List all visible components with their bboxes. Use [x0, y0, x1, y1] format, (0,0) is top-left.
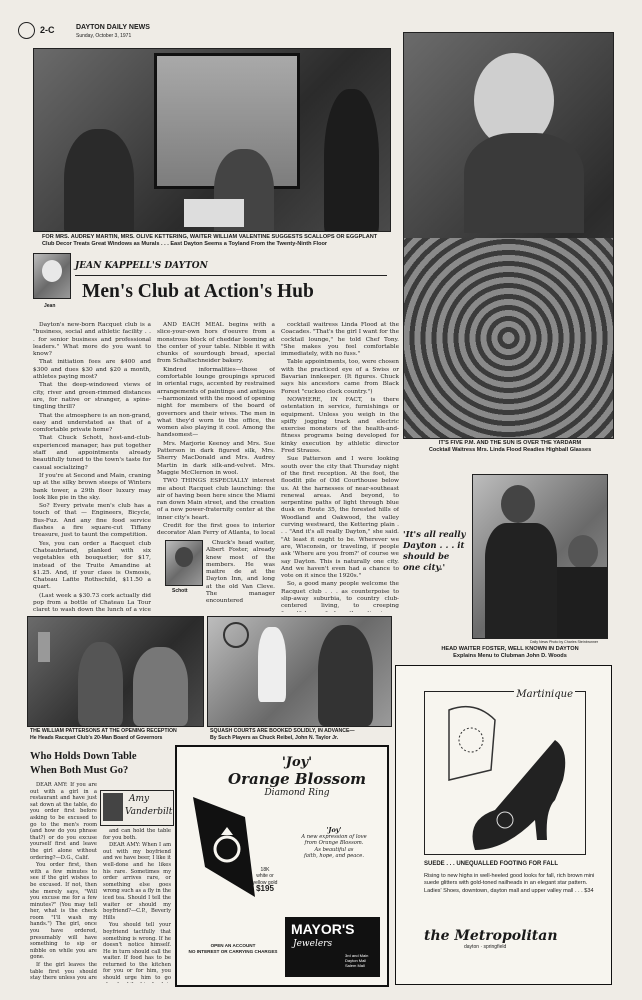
- waitress-photo-caption: IT'S FIVE P.M. AND THE SUN IS OVER THE YARDARM Cocktail Waitress Mrs. Linda Flood Readies Highball Glasses: [428, 440, 592, 453]
- newspaper-logo-icon: [18, 22, 35, 39]
- masthead: [18, 22, 398, 48]
- head-waiter-caption: HEAD WAITER FOSTER, WELL KNOWN IN DAYTON Explains Menu to Clubman John D. Woods: [441, 646, 579, 659]
- article-column-2-continued: Chuck's head waiter, Albert Foster, already knew most of the members. He was maitre de at the Dayton Inn, and long at the old Van Cleve. The manager encountered: [206, 540, 275, 605]
- amy-vanderbilt-box: [100, 790, 174, 826]
- byline-rule: [75, 275, 387, 276]
- amy-vanderbilt-photo: [103, 793, 123, 821]
- author-last-name: Vanderbilt: [125, 807, 173, 817]
- ad-brand: Martinique: [516, 689, 573, 700]
- columnist-photo-label: Jean: [44, 303, 56, 309]
- patterson-caption: THE WILLIAM PATTERSONS AT THE OPENING RECEPTION He Heads Racquet Club's 20-Man Board of Governors: [30, 728, 177, 741]
- advice-column-2: and can hold the table for you both. DEAR AMY: When I am out with my boyfriend and we have beer, I like it well-done and he likes his rare. Sometimes my order arrives rare, or something else goes wrong such as a fly in the iced tea. Should I tell the waiter or should my boyfriend?—C.P., Beverly Hills You should tell your boyfriend tactfully that something is wrong. If he doesn't notice himself. He in turn should call the waiter. If food has to be returned to the kitchen for you or for him, you should urge him to go: [103, 828, 171, 982]
- squash-caption: SQUASH COURTS ARE BOOKED SOLIDLY, IN ADVANCE— By Such Players as Chuck Reibel, John N. Taylor Jr.: [210, 728, 355, 741]
- orange-blossom-ad: [175, 745, 389, 987]
- column-byline: JEAN KAPPELL'S DAYTON: [75, 261, 208, 271]
- ring-offer: OPEN AN ACCOUNT NO INTEREST OR CARRYING CHARGES: [188, 943, 278, 954]
- shoe-ad-headline: SUEDE . . . UNEQUALLED FOOTING FOR FALL: [424, 861, 559, 867]
- advice-column-1: DEAR AMY: If you are out with a girl in a restaurant and have just sat down at the table, do you order first before asking to be excused to go to the men's room (and how do you phrase that?) or do you excuse yourself first and leave the girl alone without ordering?—D.G., Calif. You order first, then with a few minutes to see if the girl wishes to be excused. If not, then she merely says, "Will you excuse me for a few minutes?" (You may tell her, what is the check room "I'll wash my hands.") The girl, once you have ordered, presumably will have something to sip or nibble on while you are gone. If the girl leaves the table first you should stay there unless you are: [30, 782, 97, 982]
- page-number: 2-C: [40, 25, 55, 35]
- ring-price-block: 18K white or yellow gold $195: [252, 867, 278, 893]
- head-waiter-photo: [472, 474, 608, 639]
- patterson-photo: [27, 616, 204, 727]
- pull-quote: 'It's all really Dayton . . . it should be one city.': [403, 530, 466, 573]
- shoe-icon: [435, 700, 575, 850]
- ring-tagline: 'Joy' A new expression of love from Orange Blossom. As beautiful as faith, hope, and peace.: [301, 826, 367, 860]
- mayors-logo: MAYOR'S Jewelers 3rd and Main Dayton Mall Salem Mall: [285, 917, 380, 977]
- article-column-3: cocktail waitress Linda Flood at the Coacades. "That's the girl I want for the cocktail lounge," he told Chef Tony. "She makes you feel comfortable immediately, with no fuss." Table appointments, too, were chosen with the practiced eye of a Swiss or Bavarian innkeeper. (It figures. Chuck says his ancestors came from Black Forest "cuckoo clock country.") NOWHERE, IN FACT, is there ostentation in service, furnishings or equipment. Unless you weigh in the spiffy jogging track and electric exercise monsters of the health-and-fitness programs being developed for kinky execution by athletic director Fred Strauss. Sue Patterson and I were looking south over the city that Thursday night of the first reception. At the foot, the floodlit pile of Old Courthouse below us. At the harnesses of near-southeast renewal areas. And beyond, to serpentine paths of light through blue dusk on Route 35, the forested hills of Woodland and Oakwood, the valley curving westward, the Kettering plain . . . "And it's all really Dayton," she said. "At least it ought to be. Wherever we are, Wisconsin, or traveling, if people ask 'Where are you from?' of course we say Dayton. This is naturally one city. And we haven't even had a chance to vote on it since the 1920s." So, a good many people welcome the Racquet club . . . as counterpoise to slip-away suburbia, to country club-centered living, to creeping: [281, 322, 399, 610]
- article-headline: Men's Club at Action's Hub: [82, 281, 314, 302]
- schott-photo: [165, 540, 203, 586]
- columnist-photo: [33, 253, 71, 299]
- author-first-name: Amy: [129, 794, 150, 804]
- date-line: Sunday, October 3, 1971: [76, 33, 132, 39]
- shoe-ad-body: Rising to new highs in well-heeled good looks for fall, rich brown mini suede glitters with gold-toned nailheads in an elegant star pattern. Ladies' Shoes, downtown, dayton mall and upper valley mall . . . $34: [424, 873, 595, 894]
- article-column-1: Dayton's new-born Racquet club is a "business, social and athletic facility . . . for senior business and professional leaders." What more do you want to know? That initiation fees are $400 and $300 and dues $30 and $20 a month, athletes paying most? That the deep-windowed views of city, river and green-rimmed distances are, for native or stranger, a spine-tingling thrill? That the atmosphere is an non-grand, easy and understated as that of a comfortable private home? That Chuck Schott, host-and-club-experienced manager, has put together staff and appointments already beautifully tuned to the town's taste for casual socializing? If you're at Second and Main, craning up at the silky brown steeps of Winters bank tower, a 29th floor luxury may look like pie in the sky. So? Every private men's club has a touch of that — Engineers, Bicycle, Bus-Fuz. And any fine food service flashes a fire square-cut Tiffany treasure, just to taunt the competition. Yes, you can order a Racquet club Chateaubriand, planked with six vegetables eth bouquetier, for $17, instead of the Truite Amandine at $1.25. And, if your class is Osmosis, Chateau Lafite Rothschild, $11.50 a quart. (Last week a $30.73 cork actually did pop from a bottle of Chateau La Tour claret to wash down the lunch of a vice: [33, 322, 151, 612]
- article-column-2: AND EACH MEAL begins with a slice-your-own hors d'oeuvre from a monstrous block of cheddar looming at the center of your table. Nibble it with chunks of sourdough bread, special from Schaltschneider bakery. Kindred informalities—those of comfortable lounge groupings spruced in oriental rugs, accented by restrained arrangements of paintings and antiques—harmonized with the mood of opening night for members of the board of governors and their wives. The men in what they'd worn to the office, the women also playing it cool. Among the handsomest— Mrs. Marjorie Keenoy and Mrs. Sue Patterson in dark figured silk, Mrs. Sherry MacDonald and Mrs. Audrey Martin in dark silk-and-velvet. Mrs. Maggie McClernon in wool. TWO THINGS ESPECIALLY interest me about Racquet club launching: the air of having been here since the Miami ran down Main street, and the creation of a new power-fraternity center at the inner city's heart. Credit for the first goes to interior decorator Alan Ferry of Atlanta, to local: [157, 322, 275, 537]
- advice-headline: Who Holds Down Table When Both Must Go?: [30, 751, 137, 776]
- martinique-shoe-ad: [395, 665, 612, 985]
- paper-name: DAYTON DAILY NEWS: [76, 24, 150, 31]
- metropolitan-logo: the Metropolitan dayton · springfield: [424, 928, 558, 950]
- waitress-glasses-photo: [403, 32, 614, 439]
- shoe-illustration-frame: [424, 691, 586, 855]
- schott-photo-label: Schott: [172, 588, 188, 594]
- ad-title: 'Joy' Orange Blossom Diamond Ring: [228, 755, 366, 798]
- dining-photo-caption: FOR MRS. AUDREY MARTIN, MRS. OLIVE KETTERING, WAITER WILLIAM VALENTINE SUGGESTS SCALLOPS OR EGGPLANT Club Decor Treats Great Windows as Murals . . . East Dayton Seems a Toyland From the Twenty-Ninth Floor: [42, 234, 378, 247]
- dining-photo: [33, 48, 391, 232]
- head-waiter-photo-credit: Daily News Photo by Charles Steinbrunner: [530, 640, 599, 644]
- squash-court-photo: [207, 616, 392, 727]
